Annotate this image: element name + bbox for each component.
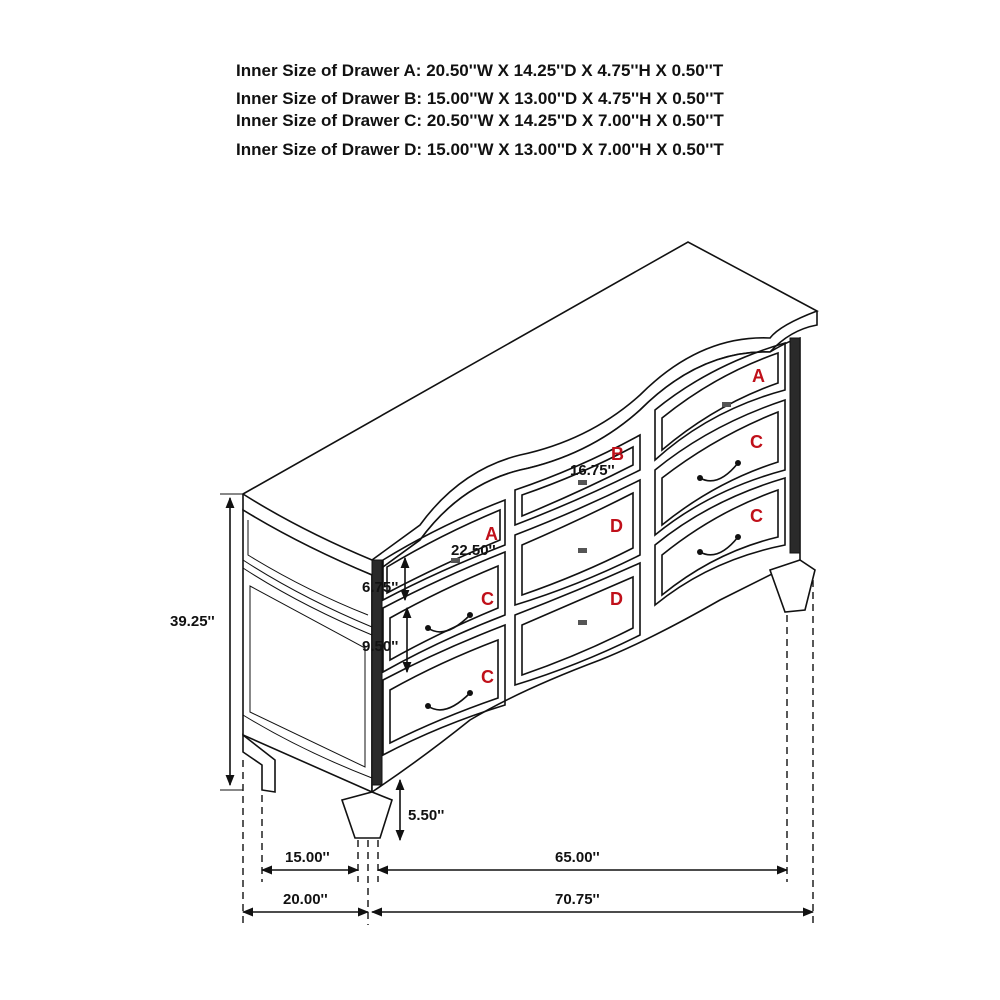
dim-depth-inner: 15.00'' <box>285 849 330 866</box>
spec-line-drawer-c: Inner Size of Drawer C: 20.50''W X 14.25''D X 7.00''H X 0.50''T <box>236 111 724 130</box>
drawer-label-c-l2: C <box>481 667 494 687</box>
drawer-label-c-l1: C <box>481 589 494 609</box>
dim-height: 39.25'' <box>170 613 215 630</box>
dim-width-outer: 70.75'' <box>555 891 600 908</box>
drawer-label-c-r1: C <box>750 432 763 452</box>
leg-front-right <box>770 560 815 612</box>
dim-drawer-a-height: 6.75'' <box>362 579 399 596</box>
dim-drawer-b-width: 16.75'' <box>570 462 615 479</box>
dresser-illustration <box>243 242 817 838</box>
drawer-label-d-2: D <box>610 589 623 609</box>
drawer-label-a-left: A <box>485 524 498 544</box>
drawer-label-c-r2: C <box>750 506 763 526</box>
dim-drawer-a-width: 22.50'' <box>451 542 496 559</box>
drawer-label-b: B <box>611 444 624 464</box>
right-pilaster <box>790 338 800 553</box>
drawer-label-d-1: D <box>610 516 623 536</box>
spec-line-drawer-b: Inner Size of Drawer B: 15.00''W X 13.00''D X 4.75''H X 0.50''T <box>236 89 724 108</box>
dim-leg-height: 5.50'' <box>408 807 445 824</box>
spec-line-drawer-d: Inner Size of Drawer D: 15.00''W X 13.00''D X 7.00''H X 0.50''T <box>236 140 724 159</box>
drawer-label-a-right: A <box>752 366 765 386</box>
leg-front-left <box>342 792 392 838</box>
spec-line-drawer-a: Inner Size of Drawer A: 20.50''W X 14.25''D X 4.75''H X 0.50''T <box>236 61 724 80</box>
dim-depth-outer: 20.00'' <box>283 891 328 908</box>
dim-drawer-c-height: 9.50'' <box>362 638 399 655</box>
dim-width-inner: 65.00'' <box>555 849 600 866</box>
